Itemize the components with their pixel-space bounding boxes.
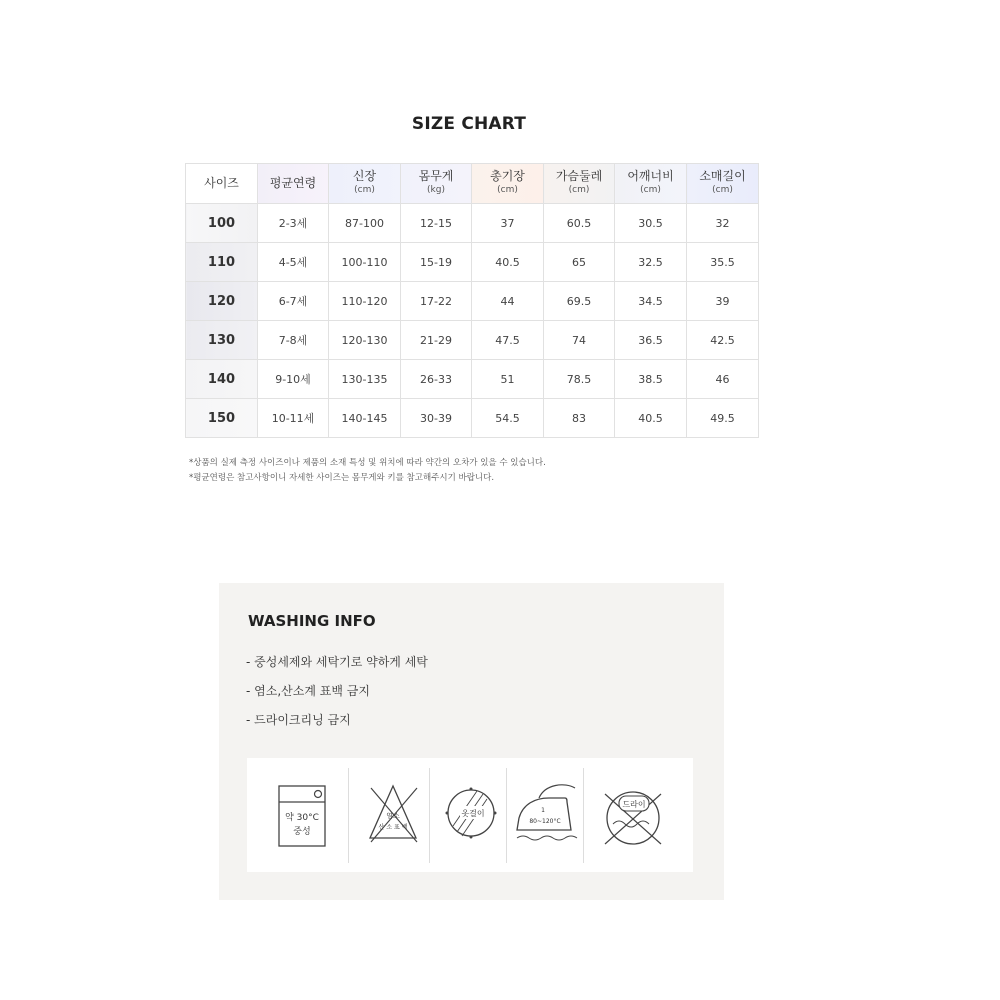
header-shoulder: 어깨너비 (cm) (615, 164, 687, 204)
shoulder-cell: 38.5 (615, 360, 687, 399)
table-row (186, 204, 759, 243)
no-dry-clean-icon (591, 758, 681, 872)
table-row (186, 282, 759, 321)
size-cell: 100 (186, 204, 258, 243)
washing-info-panel (219, 583, 724, 900)
list-item: - 드라이크리닝 금지 (246, 713, 351, 727)
note-age: *평균연령은 참고사항이니 자세한 사이즈는 몸무게와 키를 참고해주시기 바랍니다. (189, 473, 495, 483)
height-cell: 130-135 (329, 360, 401, 399)
list-item: - 염소,산소계 표백 금지 (246, 684, 370, 698)
list-item: - 중성세제와 세탁기로 약하게 세탁 (246, 655, 428, 669)
iron-temp: 80~120°C (529, 818, 561, 825)
weight-cell: 12-15 (401, 204, 472, 243)
size-chart-table (185, 163, 759, 438)
length-cell: 51 (472, 360, 544, 399)
bleach-text-1: 염소 (386, 812, 400, 820)
chest-cell: 74 (544, 321, 615, 360)
sleeve-cell: 42.5 (687, 321, 759, 360)
divider (348, 768, 349, 863)
no-bleach-icon (357, 758, 429, 872)
dry-clean-text: 드라이 (622, 800, 646, 809)
height-cell: 110-120 (329, 282, 401, 321)
shoulder-cell: 36.5 (615, 321, 687, 360)
wash-detergent-text: 중성 (293, 827, 311, 837)
sleeve-cell: 49.5 (687, 399, 759, 438)
header-chest: 가슴둘레 (cm) (544, 164, 615, 204)
iron-icon (509, 758, 585, 872)
header-age: 평균연령 (258, 164, 329, 204)
length-cell: 54.5 (472, 399, 544, 438)
sleeve-cell: 39 (687, 282, 759, 321)
chest-cell: 83 (544, 399, 615, 438)
divider (429, 768, 430, 863)
height-cell: 87-100 (329, 204, 401, 243)
chest-cell: 65 (544, 243, 615, 282)
divider (506, 768, 507, 863)
header-height: 신장 (cm) (329, 164, 401, 204)
shoulder-cell: 40.5 (615, 399, 687, 438)
shoulder-cell: 32.5 (615, 243, 687, 282)
height-cell: 140-145 (329, 399, 401, 438)
hanger-text: 옷걸이 (461, 809, 485, 818)
weight-cell: 30-39 (401, 399, 472, 438)
weight-cell: 26-33 (401, 360, 472, 399)
bleach-text-2: 산 소 표 백 (378, 824, 408, 831)
table-row (186, 360, 759, 399)
shoulder-cell: 30.5 (615, 204, 687, 243)
length-cell: 44 (472, 282, 544, 321)
size-cell: 150 (186, 399, 258, 438)
age-cell: 10-11세 (258, 399, 329, 438)
wash-temp-text: 약 30°C (285, 813, 319, 823)
height-cell: 100-110 (329, 243, 401, 282)
length-cell: 40.5 (472, 243, 544, 282)
sleeve-cell: 32 (687, 204, 759, 243)
table-row (186, 399, 759, 438)
age-cell: 7-8세 (258, 321, 329, 360)
shoulder-cell: 34.5 (615, 282, 687, 321)
weight-cell: 15-19 (401, 243, 472, 282)
header-sleeve: 소매길이 (cm) (687, 164, 759, 204)
header-size: 사이즈 (186, 164, 258, 204)
length-cell: 47.5 (472, 321, 544, 360)
machine-wash-icon (257, 758, 337, 872)
weight-cell: 21-29 (401, 321, 472, 360)
size-cell: 140 (186, 360, 258, 399)
age-cell: 6-7세 (258, 282, 329, 321)
table-header-row (186, 164, 759, 204)
length-cell: 37 (472, 204, 544, 243)
size-cell: 130 (186, 321, 258, 360)
weight-cell: 17-22 (401, 282, 472, 321)
sleeve-cell: 46 (687, 360, 759, 399)
age-cell: 9-10세 (258, 360, 329, 399)
chest-cell: 78.5 (544, 360, 615, 399)
sleeve-cell: 35.5 (687, 243, 759, 282)
iron-level: 1 (541, 807, 545, 814)
age-cell: 4-5세 (258, 243, 329, 282)
divider (583, 768, 584, 863)
size-cell: 120 (186, 282, 258, 321)
chest-cell: 69.5 (544, 282, 615, 321)
washing-instructions (246, 654, 428, 741)
washing-info-title: WASHING INFO (248, 612, 376, 630)
hanger-dry-icon (437, 758, 505, 872)
age-cell: 2-3세 (258, 204, 329, 243)
note-measurement: *상품의 실제 측정 사이즈이나 제품의 소재 특성 및 위치에 따라 약간의 오차가 있을 수 있습니다. (189, 458, 546, 468)
care-symbols (247, 758, 693, 872)
header-total-length: 총기장 (cm) (472, 164, 544, 204)
chest-cell: 60.5 (544, 204, 615, 243)
size-chart-title: SIZE CHART (411, 114, 527, 134)
table-row (186, 243, 759, 282)
table-row (186, 321, 759, 360)
size-cell: 110 (186, 243, 258, 282)
size-notes (189, 456, 546, 486)
height-cell: 120-130 (329, 321, 401, 360)
header-weight: 몸무게 (kg) (401, 164, 472, 204)
